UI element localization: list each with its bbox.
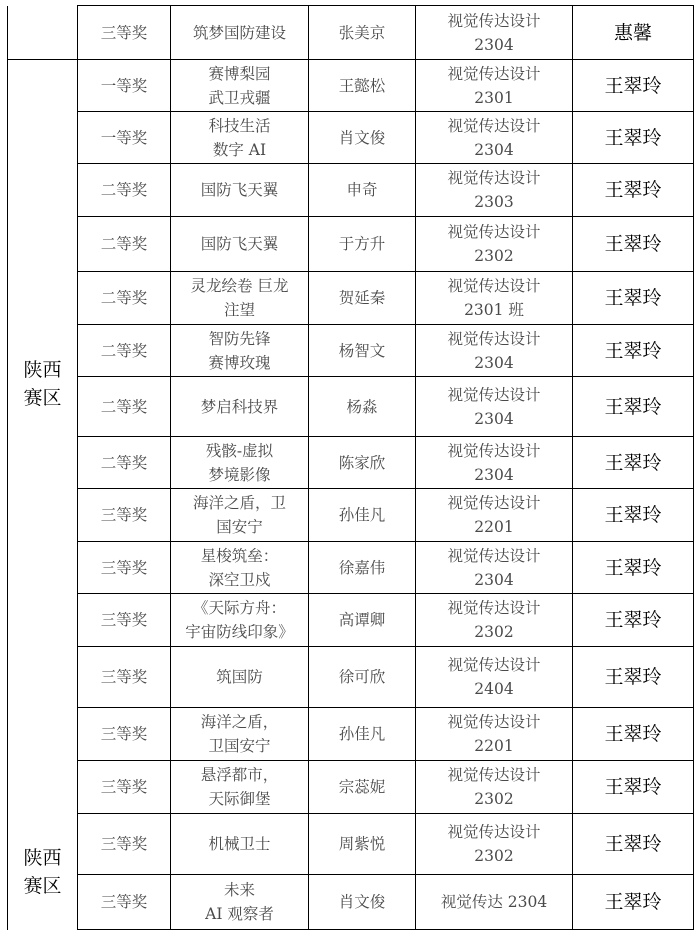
table-row: [8, 60, 694, 112]
advisor-name: 王翠玲: [573, 437, 694, 489]
major-class: 视觉传达设计 2301: [416, 60, 573, 112]
award-level: 三等奖: [78, 875, 171, 930]
advisor-name: 王翠玲: [573, 647, 694, 708]
student-name: 徐可欣: [309, 647, 416, 708]
advisor-name: 王翠玲: [573, 60, 694, 112]
major-class: 视觉传达设计 2303: [416, 164, 573, 217]
advisor-name: 王翠玲: [573, 814, 694, 875]
award-level: 二等奖: [78, 164, 171, 217]
work-title: 智防先锋 赛博玫瑰: [171, 325, 309, 377]
student-name: 孙佳凡: [309, 708, 416, 761]
table-row: [8, 647, 694, 708]
awards-table: [7, 5, 694, 930]
work-title: 未来 AI 观察者: [171, 875, 309, 930]
major-class: 视觉传达设计 2404: [416, 647, 573, 708]
award-level: 三等奖: [78, 761, 171, 814]
work-title: 海洋之盾， 卫国安宁: [171, 708, 309, 761]
advisor-name: 惠馨: [573, 6, 694, 60]
table-row: [8, 594, 694, 647]
advisor-name: 王翠玲: [573, 761, 694, 814]
major-class: 视觉传达设计 2304: [416, 437, 573, 489]
award-level: 三等奖: [78, 647, 171, 708]
advisor-name: 王翠玲: [573, 112, 694, 164]
work-title: 灵龙绘卷 巨龙 注望: [171, 272, 309, 325]
award-level: 三等奖: [78, 542, 171, 594]
work-title: 科技生活 数字 AI: [171, 112, 309, 164]
student-name: 徐嘉伟: [309, 542, 416, 594]
major-class: 视觉传达设计 2302: [416, 217, 573, 272]
advisor-name: 王翠玲: [573, 377, 694, 437]
region-cell-empty: [8, 6, 78, 60]
student-name: 宗蕊妮: [309, 761, 416, 814]
table-row: [8, 377, 694, 437]
award-level: 三等奖: [78, 814, 171, 875]
work-title: 海洋之盾，卫 国安宁: [171, 489, 309, 542]
work-title: 赛博梨园 武卫戎疆: [171, 60, 309, 112]
advisor-name: 王翠玲: [573, 708, 694, 761]
work-title: 筑国防: [171, 647, 309, 708]
student-name: 周紫悦: [309, 814, 416, 875]
award-level: 二等奖: [78, 217, 171, 272]
student-name: 申奇: [309, 164, 416, 217]
region-cell: 陕西 赛区: [8, 60, 78, 708]
student-name: 肖文俊: [309, 875, 416, 930]
major-class: 视觉传达设计 2302: [416, 814, 573, 875]
work-title: 机械卫士: [171, 814, 309, 875]
table-row: [8, 708, 694, 761]
student-name: 杨智文: [309, 325, 416, 377]
work-title: 梦启科技界: [171, 377, 309, 437]
table-row: [8, 112, 694, 164]
award-level: 一等奖: [78, 60, 171, 112]
advisor-name: 王翠玲: [573, 217, 694, 272]
student-name: 王懿松: [309, 60, 416, 112]
student-name: 肖文俊: [309, 112, 416, 164]
work-title: 残骸-虚拟 梦境影像: [171, 437, 309, 489]
major-class: 视觉传达设计 2201: [416, 489, 573, 542]
advisor-name: 王翠玲: [573, 272, 694, 325]
major-class: 视觉传达设计 2304: [416, 542, 573, 594]
work-title: 《天际方舟： 宇宙防线印象》: [171, 594, 309, 647]
table-row: [8, 875, 694, 930]
award-level: 三等奖: [78, 489, 171, 542]
award-level: 二等奖: [78, 437, 171, 489]
table-row: [8, 164, 694, 217]
award-level: 二等奖: [78, 272, 171, 325]
major-class: 视觉传达设计 2304: [416, 325, 573, 377]
award-level: 一等奖: [78, 112, 171, 164]
award-level: 二等奖: [78, 325, 171, 377]
major-class: 视觉传达 2304: [416, 875, 573, 930]
work-title: 悬浮都市， 天际御堡: [171, 761, 309, 814]
table-row: [8, 542, 694, 594]
major-class: 视觉传达设计 2304: [416, 6, 573, 60]
work-title: 筑梦国防建设: [171, 6, 309, 60]
table-row: [8, 437, 694, 489]
student-name: 高谭卿: [309, 594, 416, 647]
advisor-name: 王翠玲: [573, 594, 694, 647]
award-level: 三等奖: [78, 594, 171, 647]
major-class: 视觉传达设计 2301 班: [416, 272, 573, 325]
work-title: 国防飞天翼: [171, 164, 309, 217]
student-name: 孙佳凡: [309, 489, 416, 542]
major-class: 视觉传达设计 2302: [416, 761, 573, 814]
region-cell: 陕西 赛区: [8, 708, 78, 930]
award-level: 三等奖: [78, 708, 171, 761]
student-name: 贺延秦: [309, 272, 416, 325]
student-name: 杨淼: [309, 377, 416, 437]
student-name: 陈家欣: [309, 437, 416, 489]
table-row: [8, 814, 694, 875]
major-class: 视觉传达设计 2304: [416, 112, 573, 164]
advisor-name: 王翠玲: [573, 542, 694, 594]
major-class: 视觉传达设计 2302: [416, 594, 573, 647]
major-class: 视觉传达设计 2201: [416, 708, 573, 761]
table-row: [8, 489, 694, 542]
advisor-name: 王翠玲: [573, 164, 694, 217]
student-name: 于方升: [309, 217, 416, 272]
award-level: 三等奖: [78, 6, 171, 60]
table-row: [8, 761, 694, 814]
advisor-name: 王翠玲: [573, 875, 694, 930]
student-name: 张美京: [309, 6, 416, 60]
table-row: [8, 6, 694, 60]
advisor-name: 王翠玲: [573, 489, 694, 542]
major-class: 视觉传达设计 2304: [416, 377, 573, 437]
advisor-name: 王翠玲: [573, 325, 694, 377]
table-row: [8, 217, 694, 272]
table-row: [8, 325, 694, 377]
table-row: [8, 272, 694, 325]
work-title: 星梭筑垒： 深空卫戍: [171, 542, 309, 594]
work-title: 国防飞天翼: [171, 217, 309, 272]
award-level: 二等奖: [78, 377, 171, 437]
